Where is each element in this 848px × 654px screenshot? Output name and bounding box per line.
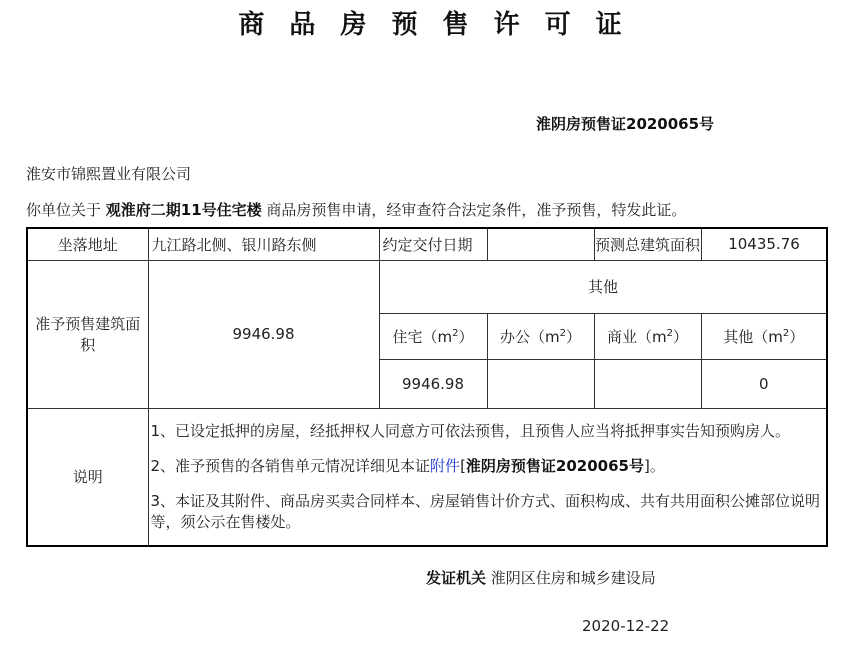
other-header: 其他: [379, 260, 827, 313]
attachment-link[interactable]: 附件: [430, 456, 461, 475]
issuer-value: 淮阴区住房和城乡建设局: [486, 569, 656, 587]
note-1: 1、已设定抵押的房屋，经抵押权人同意方可依法预售，且预售人应当将抵押事实告知预购房人。: [150, 421, 791, 440]
note-2-certificate: 淮阴房预售证2020065号: [465, 456, 644, 475]
other-value: 0: [701, 359, 827, 408]
approved-area-value: 9946.98: [148, 260, 379, 408]
note-2: 2、准予预售的各销售单元情况详细见本证附件[淮阴房预售证2020065号]。: [150, 456, 665, 475]
location-value: 九江路北侧、银川路东侧: [148, 228, 379, 260]
col-other-header: 其他$(m^2)$: [701, 313, 827, 359]
issue-date: 2020-12-22: [582, 617, 670, 635]
intro-prefix: 你单位关于: [26, 201, 106, 219]
total-area-value: 10435.76: [701, 228, 827, 260]
issuer-label: 发证机关: [426, 569, 487, 587]
residential-value: 9946.98: [379, 359, 487, 408]
page-title: 商 品 房 预 售 许 可 证: [238, 10, 630, 40]
issuing-authority: [426, 567, 656, 588]
commercial-value: [594, 359, 701, 408]
col-residential-header: 住宅$(m^2)$: [379, 313, 487, 359]
permit-table: [26, 227, 828, 547]
total-area-label: 预测总建筑面积: [594, 228, 701, 260]
note-3: 3、本证及其附件、商品房买卖合同样本、房屋销售计价方式、面积构成、共有共用面积公摊部位说明等，须公示在售楼处。: [150, 491, 821, 531]
intro-statement: [26, 199, 686, 220]
intro-suffix: 商品房预售申请，经审查符合法定条件，准予预售，特发此证。: [261, 201, 687, 219]
col-commercial-header: 商业$(m^2)$: [594, 313, 701, 359]
office-value: [487, 359, 594, 408]
certificate-number: 淮阴房预售证2020065号: [536, 115, 715, 133]
project-name: 观淮府二期11号住宅楼: [105, 201, 262, 219]
location-label: 坐落地址: [27, 228, 148, 260]
delivery-date-value: [487, 228, 594, 260]
company-name: 淮安市锦熙置业有限公司: [26, 165, 192, 183]
approved-area-label: 准予预售建筑面积: [27, 260, 148, 408]
notes-label: 说明: [27, 408, 148, 546]
notes-content: [148, 408, 827, 546]
col-office-header: 办公$(m^2)$: [487, 313, 594, 359]
delivery-date-label: 约定交付日期: [379, 228, 487, 260]
